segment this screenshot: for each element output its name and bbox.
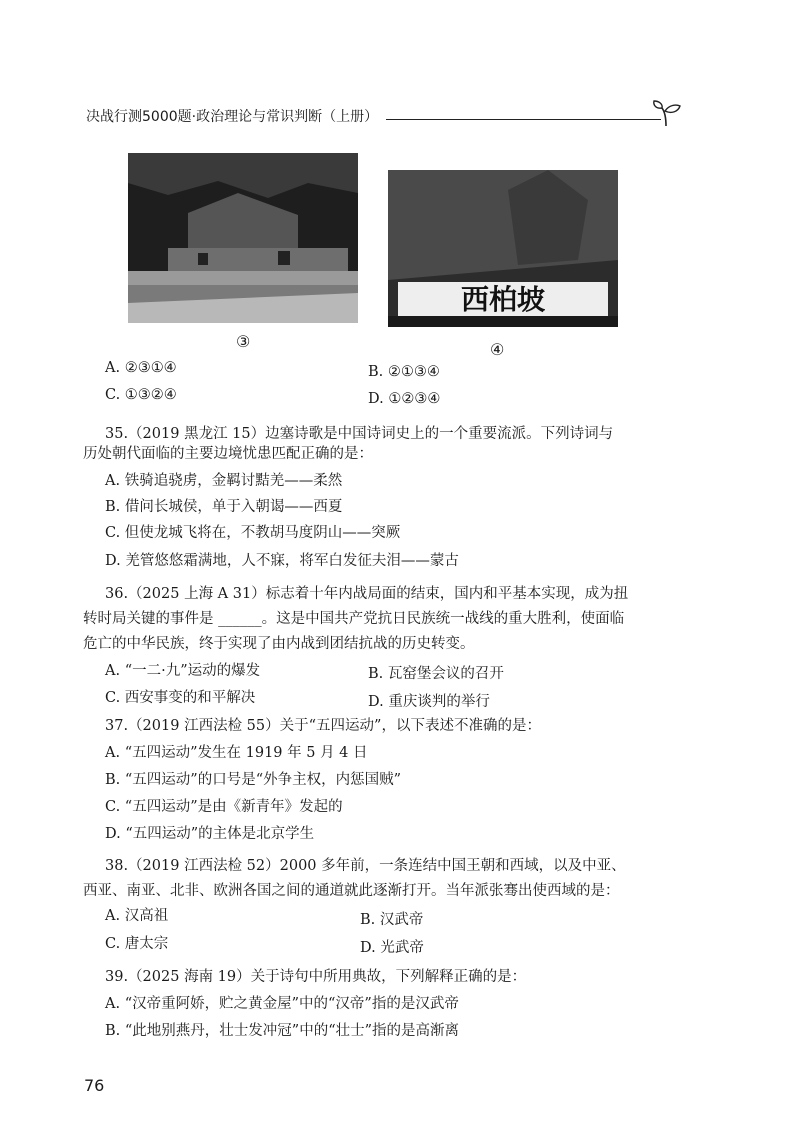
page-number: 76 — [84, 1076, 105, 1095]
running-header — [86, 106, 686, 132]
q36-stem-3: 危亡的中华民族，终于实现了由内战到团结抗战的历史转变。 — [83, 636, 475, 652]
q36-stem-2: 转时局关键的事件是 ______。这是中国共产党抗日民族统一战线的重大胜利，使面临 — [83, 611, 625, 627]
photo-4-sign: 西柏坡 — [460, 283, 546, 316]
q35-option-a: A. 铁骑追骁虏，金羁讨黠羌——柔然 — [105, 473, 343, 489]
q34-option-c: C. ①③②④ — [105, 387, 177, 403]
photo-4 — [388, 170, 618, 327]
q35-option-c: C. 但使龙城飞将在，不教胡马度阴山——突厥 — [105, 525, 401, 541]
q36-option-a: A. “一二·九”运动的爆发 — [105, 663, 261, 679]
q35-stem-1: 35.（2019 黑龙江 15）边塞诗歌是中国诗词史上的一个重要流派。下列诗词与 — [105, 426, 614, 442]
photo-4-image — [388, 170, 618, 327]
q38-stem-1: 38.（2019 江西法检 52）2000 多年前，一条连结中国王朝和西域，以及中亚、 — [105, 858, 626, 874]
q35-option-d: D. 羌管悠悠霜满地，人不寐，将军白发征夫泪——蒙古 — [105, 553, 459, 569]
q36-stem-1: 36.（2025 上海 A 31）标志着十年内战局面的结束，国内和平基本实现，成为扭 — [105, 586, 629, 602]
photo-4-caption: ④ — [490, 340, 505, 359]
q39-stem: 39.（2025 海南 19）关于诗句中所用典故，下列解释正确的是： — [105, 969, 527, 985]
q38-option-d: D. 光武帝 — [360, 940, 424, 956]
q39-option-a: A. “汉帝重阿娇，贮之黄金屋”中的“汉帝”指的是汉武帝 — [105, 996, 459, 1012]
q39-option-b: B. “此地别燕丹，壮士发冲冠”中的“壮士”指的是高渐离 — [105, 1023, 460, 1039]
q37-option-b: B. “五四运动”的口号是“外争主权，内惩国贼” — [105, 772, 402, 788]
q36-option-d: D. 重庆谈判的举行 — [368, 694, 490, 710]
q38-option-a: A. 汉高祖 — [105, 908, 169, 924]
q38-option-c: C. 唐太宗 — [105, 936, 169, 952]
book-title: 决战行测5000题·政治理论与常识判断（上册） — [86, 109, 379, 125]
q34-option-a: A. ②③①④ — [105, 360, 177, 376]
q35-option-b: B. 借问长城侯，单于入朝谒——西夏 — [105, 499, 343, 515]
q37-option-a: A. “五四运动”发生在 1919 年 5 月 4 日 — [105, 745, 368, 761]
photo-3-image — [128, 153, 358, 323]
q34-option-d: D. ①②③④ — [368, 391, 441, 407]
q36-option-c: C. 西安事变的和平解决 — [105, 690, 256, 706]
header-rule — [386, 119, 661, 120]
q38-stem-2: 西亚、南亚、北非、欧洲各国之间的通道就此逐渐打开。当年派张骞出使西域的是： — [83, 883, 620, 899]
q37-stem: 37.（2019 江西法检 55）关于“五四运动”，以下表述不准确的是： — [105, 718, 541, 734]
sprout-icon — [652, 100, 682, 128]
q34-option-b: B. ②①③④ — [368, 364, 440, 380]
q38-option-b: B. 汉武帝 — [360, 912, 424, 928]
q37-option-c: C. “五四运动”是由《新青年》发起的 — [105, 799, 343, 815]
photo-3-caption: ③ — [236, 332, 251, 351]
q36-option-b: B. 瓦窑堡会议的召开 — [368, 666, 504, 682]
q37-option-d: D. “五四运动”的主体是北京学生 — [105, 826, 315, 842]
photo-3 — [128, 153, 358, 323]
q35-stem-2: 历处朝代面临的主要边境忧患匹配正确的是： — [83, 446, 373, 462]
